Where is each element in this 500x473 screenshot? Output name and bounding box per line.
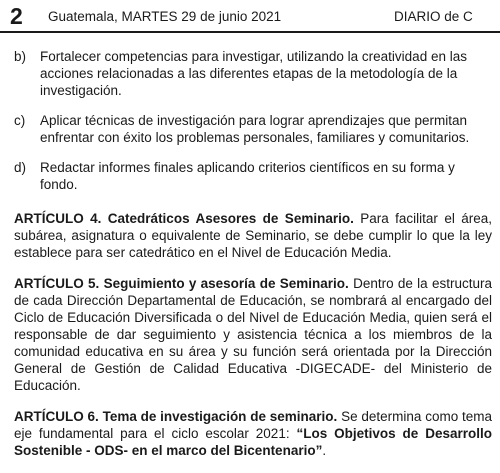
page-header (0, 0, 500, 34)
header-rule (0, 31, 500, 33)
article-5 (14, 275, 492, 394)
list-item-text: Aplicar técnicas de investigación para lograr aprendizajes que permitan enfrentar con éxito los problemas personales, familiares y comunitarios. (40, 113, 470, 145)
list-item (14, 48, 492, 99)
article-6-heading: ARTÍCULO 6. Tema de investigación de seminario. (14, 409, 338, 424)
dateline: Guatemala, MARTES 29 de junio 2021 (48, 9, 282, 24)
list-item-label: b) (14, 49, 27, 64)
list-item (14, 112, 492, 146)
article-6-tail: . (322, 443, 327, 458)
list-item-label: d) (14, 160, 27, 175)
list-item (14, 159, 492, 193)
article-4-body: Para facilitar el área, subárea, asignatura o equivalente de Seminario, se debe cumplir lo que la ley establece para ser catedrático en el Nivel de Educación Media. (14, 211, 492, 260)
list-item-label: c) (14, 113, 26, 128)
publication-name: DIARIO de C (394, 9, 473, 24)
article-6-body: Se determina como tema eje fundamental para el ciclo escolar 2021: (14, 409, 493, 441)
article-5-heading: ARTÍCULO 5. Seguimiento y asesoría de Seminario. (14, 276, 349, 291)
article-6-theme: “Los Objetivos de Desarrollo Sostenible - ODS- en el marco del Bicentenario” (14, 426, 492, 458)
article-5-body: Dentro de la estructura de cada Dirección Departamental de Educación, se nombrará al encargado del Ciclo de Educación Diversificada o del Nivel de Educación Media, quien será el responsable de dar seguimiento y asistencia técnica a los miembros de la comunidad educativa en su área y su función será orientada por la Dirección General de Gestión de Calidad Educativa -DIGECADE- del Ministerio de Educación. (14, 276, 492, 393)
page-number: 2 (10, 3, 23, 29)
document-body (14, 48, 492, 473)
article-4 (14, 210, 492, 261)
list-item-text: Fortalecer competencias para investigar, utilizando la creatividad en las acciones relacionadas a las diferentes etapas de la metodología de la investigación. (40, 49, 467, 98)
list-item-text: Redactar informes finales aplicando criterios científicos en su forma y fondo. (40, 160, 455, 192)
article-4-heading: ARTÍCULO 4. Catedráticos Asesores de Seminario. (14, 211, 354, 226)
article-6 (14, 408, 492, 459)
